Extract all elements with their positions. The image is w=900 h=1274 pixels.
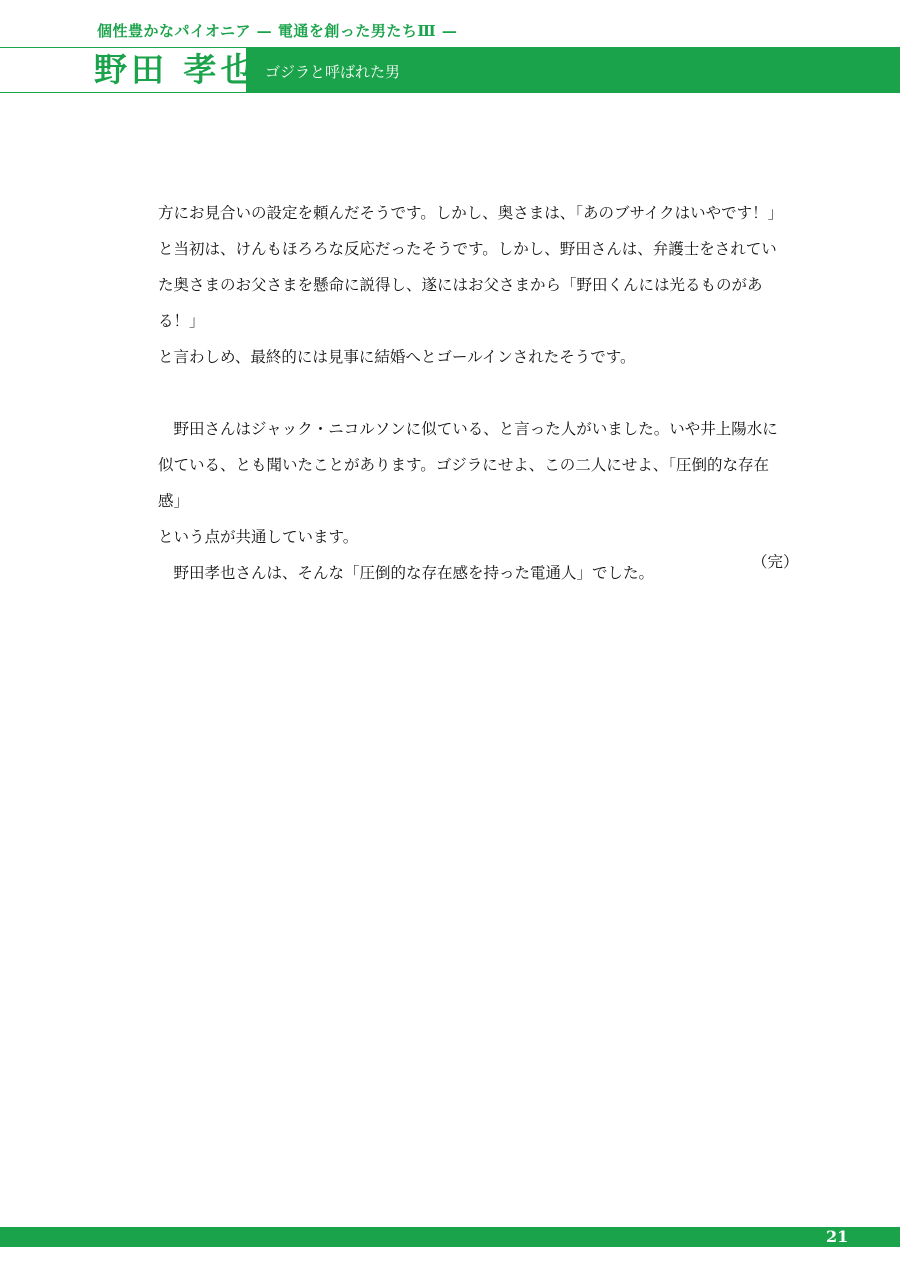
paragraph-spacer [158,375,788,411]
page-number: 21 [826,1227,849,1246]
body-line: 野田さんはジャック・ニコルソンに似ている、と言った人がいました。いや井上陽水に [173,420,778,438]
article-body [158,195,788,591]
end-mark: （完） [752,553,799,571]
body-line: と言わしめ、最終的には見事に結婚へとゴールインされたそうです。 [158,348,636,366]
body-line: 方にお見合いの設定を頼んだそうです。しかし、奥さまは、「あのブサイクはいやです！」 [158,204,784,222]
body-line: た奥さまのお父さまを懸命に説得し、遂にはお父さまから「野田くんには光るものがある！」 [158,276,763,330]
body-line: という点が共通しています。 [158,528,359,546]
series-title: 個性豊かなパイオニア — 電通を創った男たちⅢ — [97,22,458,40]
footer-band [0,1227,900,1247]
body-line: 野田孝也さんは、そんな「圧倒的な存在感を持った電通人」でした。 [173,564,655,582]
body-line: と当初は、けんもほろろな反応だったそうです。しかし、野田さんは、弁護士をされてい [158,240,777,258]
article-subtitle: ゴジラと呼ばれた男 [265,63,401,81]
body-line: 似ている、とも聞いたことがあります。ゴジラにせよ、この二人にせよ、「圧倒的な存在感」 [158,456,770,510]
person-name: 野田 孝也 [94,50,258,89]
